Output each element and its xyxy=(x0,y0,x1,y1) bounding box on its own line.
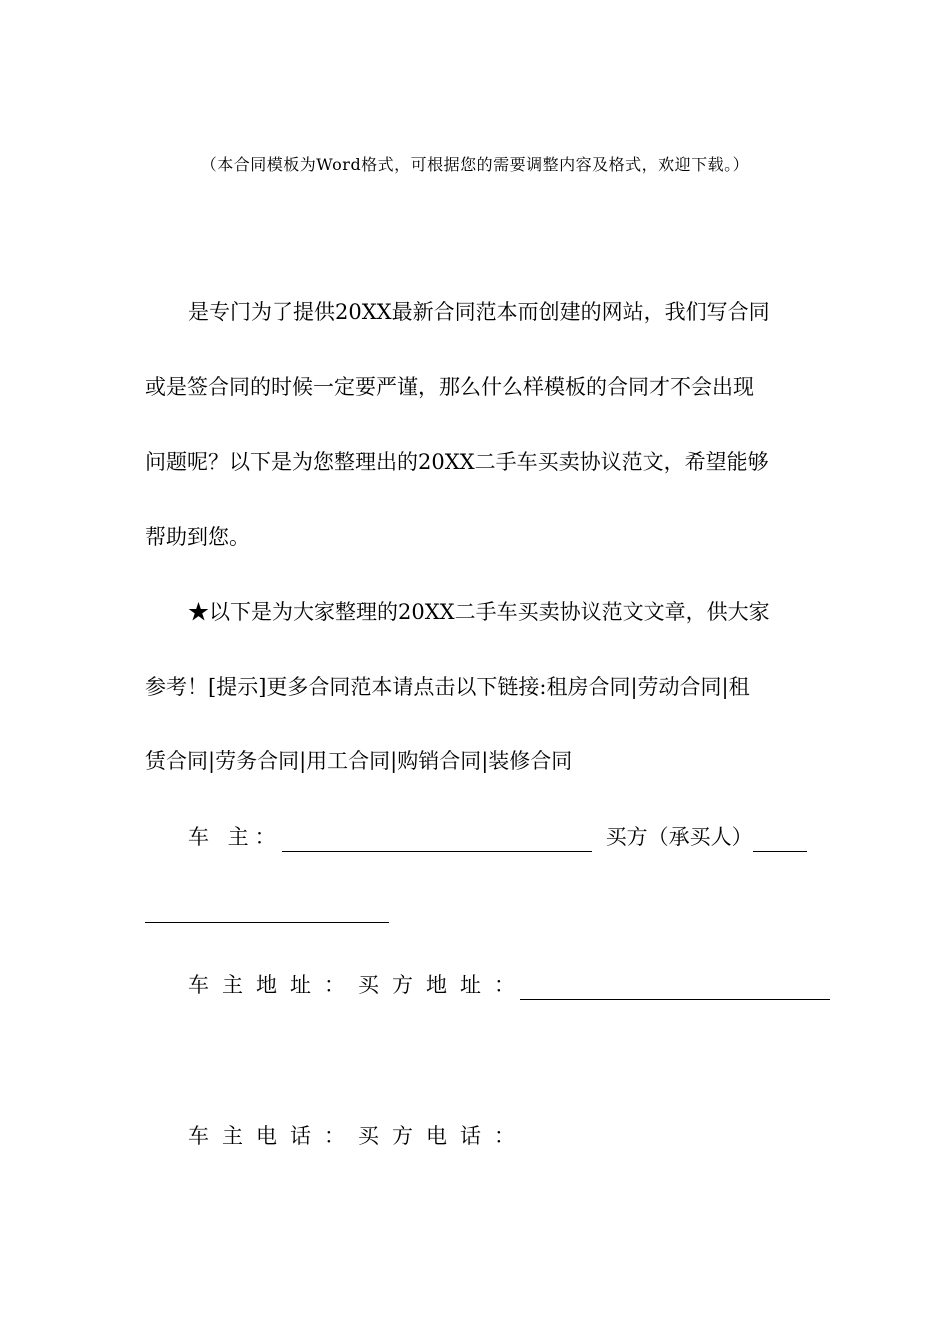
template-note: （本合同模板为Word格式，可根据您的需要调整内容及格式，欢迎下载。） xyxy=(200,155,750,174)
intro-line-3: 问题呢？以下是为您整理出的20XX二手车买卖协议范文，希望能够 xyxy=(145,450,769,474)
owner-address-label: 车主地址： xyxy=(188,973,358,997)
buyer-name-blank-continued[interactable] xyxy=(145,902,389,923)
owner-buyer-row xyxy=(188,822,807,852)
owner-label: 车 主： xyxy=(188,825,282,849)
buyer-name-blank[interactable] xyxy=(753,831,807,852)
tip-line-2: 参考！[提示]更多合同范本请点击以下链接:租房合同|劳动合同|租 xyxy=(145,675,750,699)
buyer-phone-label: 买方电话： xyxy=(358,1124,528,1148)
owner-phone-label: 车主电话： xyxy=(188,1124,358,1148)
address-row xyxy=(188,970,830,1000)
buyer-name-continuation xyxy=(145,893,389,923)
buyer-address-blank[interactable] xyxy=(520,979,830,1000)
tip-line-3: 赁合同|劳务合同|用工合同|购销合同|装修合同 xyxy=(145,749,573,773)
tip-line-1: ★以下是为大家整理的20XX二手车买卖协议范文文章，供大家 xyxy=(188,600,770,624)
owner-name-blank[interactable] xyxy=(282,831,592,852)
buyer-address-label: 买方地址： xyxy=(358,973,528,997)
phone-row xyxy=(188,1121,528,1151)
buyer-label: 买方（承买人） xyxy=(605,825,753,849)
intro-line-4: 帮助到您。 xyxy=(145,525,250,549)
intro-line-1: 是专门为了提供20XX最新合同范本而创建的网站，我们写合同 xyxy=(188,300,770,324)
intro-line-2: 或是签合同的时候一定要严谨，那么什么样模板的合同才不会出现 xyxy=(145,375,754,399)
